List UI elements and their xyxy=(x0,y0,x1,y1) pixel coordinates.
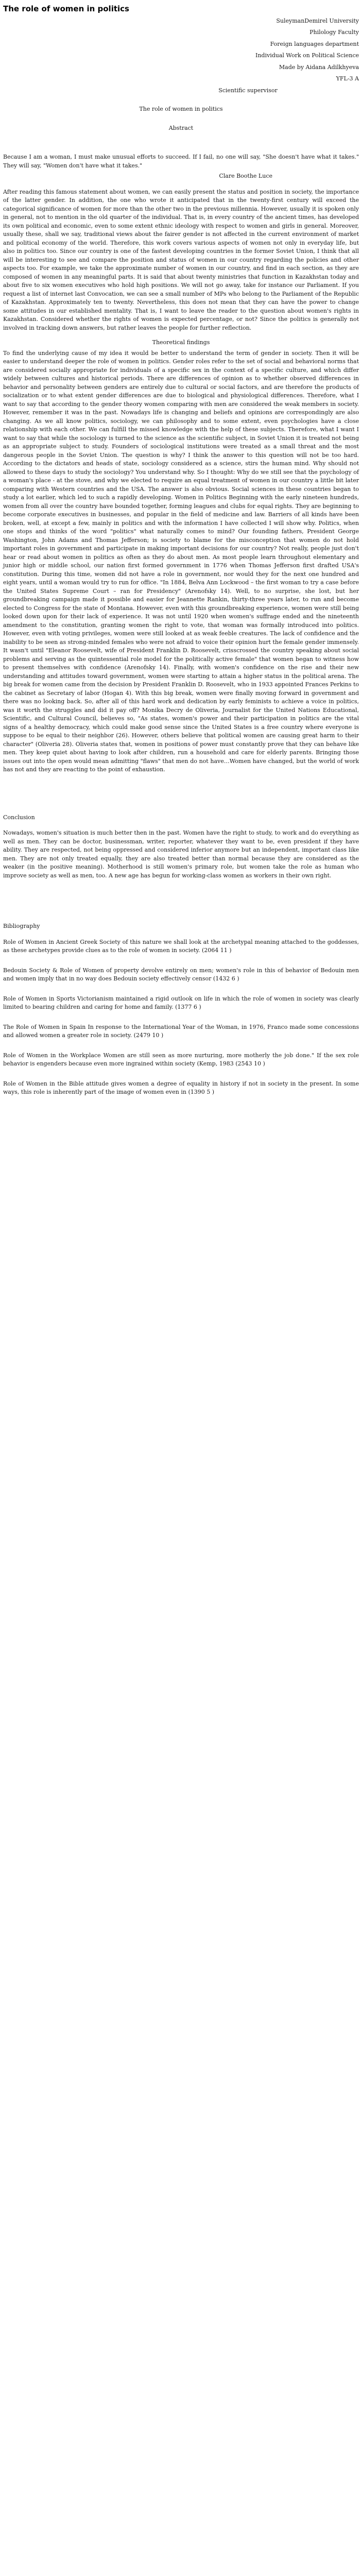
bibliography-heading: Bibliography xyxy=(3,923,40,929)
conclusion-heading: Conclusion xyxy=(3,814,35,821)
work-type-line: Individual Work on Political Science xyxy=(255,52,359,59)
department-line: Foreign languages department xyxy=(270,40,359,47)
theoretical-findings-heading: Theoretical findings xyxy=(152,339,210,346)
bibliography-item: Role of Women in the Bible attitude gives women a degree of equality in history if not in society in the present. In some ways, this role is inherently part of the image of women even in (1390 5 ) xyxy=(3,1080,359,1095)
bibliography-list xyxy=(3,938,359,1097)
document-title: The role of women in politics xyxy=(3,4,129,13)
conclusion-paragraph: Nowadays, women's situation is much better then in the past. Women have the right to study, to work and do everything as well as men. They can be doctor, businessman, writer, reporter, whatever they want to be, even president if they have ability. They are respected, not being oppressed and considered inferior anymore but an independent, important class like men. They are not only treated equally, they are also treated better than normal because they are considered as the weaker (in the positive meaning). Motherhood is still women's primary role, but women take the role as human who improve society as well as men, too. A new age has begun for working-class women as workers in their own right. xyxy=(3,829,359,879)
author-line: Made by Aidana Adilkhyeva xyxy=(279,63,359,71)
epigraph-author: Clare Boothe Luce xyxy=(219,173,272,179)
abstract-heading: Abstract xyxy=(168,124,194,131)
faculty-line: Philology Faculty xyxy=(310,29,359,36)
bibliography-item: Bedouin Society & Role of Women of property devolve entirely on men; women's role in this of behavior of Bedouin men and women imply that in no way does Bedouin society effectively censor (1432 6 ) xyxy=(3,967,359,982)
bibliography-item: The Role of Women in Spain In response to the International Year of the Woman, in 1976, Franco made some concessions and allowed women a greater role in society. (2479 10 ) xyxy=(3,1023,359,1039)
bibliography-item: Role of Women in Ancient Greek Society of this nature we shall look at the archetypal meaning attached to the goddesses, as these archetypes provide clues as to the role of women in society. (2064 11 ) xyxy=(3,938,359,954)
theoretical-findings-paragraph: To find the underlying cause of my idea it would be better to understand the term of gender in society. Then it will be easier to understand deeper the role of women in politics. Gender roles refer to the set of social and behavioral norms that are considered socially appropriate for individuals of a specific sex in the context of a specific culture, and which differ widely between cultures and historical periods. There are differences of opinion as to whether observed differences in behavior and personality between genders are entirely due to cultural or social factors, and are therefore the products of socialization or to what extent gender differences are due to biological and physiological differences. Therefore, what I want to say that according to the gender theory women comparing with men are considered the weak members in society. However, remember it was in the past. Nowadays life is changing and beliefs and opinions are correspondingly are also changing. As we all know politics, sociology, we can philosophy and to some extent, even psychologies have a close relationship with each other. We can fulfill the missed knowledge with the help of these subjects. Therefore, what I want I want to say that while the sociology is turned to the science as the scientific subject, in Soviet Union it is treated not being as an appropriate subject to study. Founders of sociological institutions were treated as a small threat and the most dangerous people in the Soviet Union. The question is why? I think the answer to this question will not be too hard. According to the dictators and heads of state, sociology considered as a science, stirs the human mind. Why should not allowed to these days to study the sociology? You understand why. So I thought: Why do we still see that the psychology of a woman's place - at the stove, and why we elected to require an equal treatment of women in our country a little bit later comparing with Western countries and the USA. The answer is also obvious. Social sciences in these countries began to study a lot earlier, which led to such a rapidly developing. Women in Politics Beginning with the early nineteen hundreds, women from all over the country have bounded together, forming leagues and clubs for equal rights. They are beginning to become corporate executives in businesses, and popular in the field of medicine and law. Barriers of all kinds have been broken, well, at except a few, mainly in politics and with the information I have collected I will show why. Politics, when one stops and thinks of the word "politics" what naturally comes to mind? Our founding fathers, President George Washington, John Adams and Thomas Jefferson; is society to blame for the misconception that women do not hold important roles in government and participate in making important decisions for our country? Not really, people just don't hear or read about women in politics as often as they do about men. As most people learn throughout elementary and junior high or middle school, our nation first formed government in 1776 when Thomas Jefferson first drafted USA's constitution. During this time, women did not have a role in government, nor would they for the next one hundred and eight years, until a woman would try to run for office. "In 1884, Belva Ann Lockwood – the first woman to try a case before the United States Supreme Court – ran for Presidency" (Arenofsky 14). Well, to no surprise, she lost, but her groundbreaking campaign made it possible and easier for Jeannette Rankin, thirty-three years later, to run and become elected to Congress for the state of Montana. However, even with this groundbreaking experience, women were still being looked down upon for their lack of experience. It was not until 1920 when women's suffrage ended and the nineteenth amendment to the constitution, granting women the right to vote, that woman was formally introduced into politics. However, even with voting privileges, women were still looked at as weak feeble creatures. The lack of confidence and the inability to be seen as strong-minded females who were not afraid to voice their opinion hurt the female gender immensely. It wasn't until "Eleanor Roosevelt, wife of President Franklin D. Roosevelt, crisscrossed the country speaking about social problems and serving as the quintessential role model for the politically active female" that women began to witness how to present themselves with confidence (Arenofsky 14). Finally, with women's confidence on the rise and their new understanding and attitudes toward government, women were starting to attain a higher status in the political arena. The big break for women came from the decision by President Franklin D. Roosevelt, who in 1933 appointed Frances Perkins to the cabinet as Secretary of labor (Hogan 4). With this big break, women were finally moving forward in government and there was no looking back. So, after all of this hard work and dedication by early feminists to achieve a voice in politics, was it worth the struggles and did it pay off? Monika Decry de Oliveria, Journalist for the United Nations Educational, Scientific, and Cultural Council, believes so, "As states, women's power and their participation in politics are the vital signs of a healthy democracy, which could make good sense since the United States is a free country where everyone is suppose to be equal to their neighbor (26). However, others believe that political women are causing great harm to their character" (Oliveria 28). Oliveria states that, women in positions of power must constantly prove that they can behave like men. They keep quiet about having to look after children, run a household and care for elderly parents. Bringing those issues out into the open would mean admitting "flaws" that men do not have…Women have changed, but the world of work has not and they are reacting to the point of exhaustion. xyxy=(3,349,359,773)
university-line: SuleymanDemirel University xyxy=(276,17,359,24)
header-block xyxy=(3,17,359,95)
epigraph-quote: Because I am a woman, I must make unusual efforts to succeed. If I fail, no one will say, "She doesn't have what it takes." They will say, "Women don't have what it takes." xyxy=(3,154,359,169)
bibliography-item: Role of Women in the Workplace Women are still seen as more nurturing, more motherly the job done." If the sex role behavior is engenders because even more ingrained within society (Kemp, 1983 (2543 10 ) xyxy=(3,1052,359,1067)
spacer xyxy=(3,886,359,907)
group-line: YFL-3 A xyxy=(336,75,359,82)
intro-paragraph: After reading this famous statement about women, we can easily present the status and position in society, the importance of the latter gender. In addition, the one who wrote it anticipated that in the twenty-first century will exceed the categorical significance of women for more than the other two in the previous millennia. However, usually it is spoken only in general, not to mention in the old quarter of the individual. That is, in every country of the ancient times, has developed its own political and economic, even to some extent ethnic ideology with respect to women and girls in general. Moreover, usually these, shall we say, traditional views about the fairer gender is not affected in the current environment of market and political economy of the world. Therefore, this work covers various aspects of women not only in everyday life, but also in politics too. Since our country is one of the fastest developing countries in the former Soviet Union, I think that all will be interesting to see and compare the position and status of women in our country regarding the policies and other aspects too. For example, we take the approximate number of women in our country, and find in each section, as they are composed of women in any meaningful parts. It is said that about twenty ministries that function in Kazakhstan today and about five to six women executives who hold high positions. We will not go away, take for instance our Parliament. If you request a list of internet last Convocation, we can see a small number of MPs who belong to the Parliament of the Republic of Kazakhstan. Approximately ten to twenty. Nevertheless, this does not mean that they can have the power to change some attitudes in our established mentality. That is, I want to leave the reader to the question about women's rights in Kazakhstan. Considered whether the rights of women is expected percentage, or not? Since the politics is generally not involved in tracking down answers, but rather leaves the people for further reflection. xyxy=(3,188,359,331)
document-page xyxy=(0,0,361,1121)
supervisor-line: Scientific supervisor xyxy=(218,87,278,94)
spacer xyxy=(3,781,359,801)
subtitle: The role of women in politics xyxy=(139,106,223,112)
bibliography-item: Role of Women in Sports Victorianism maintained a rigid outlook on life in which the role of women in society was clearly limited to bearing children and caring for home and family. (1377 6 ) xyxy=(3,995,359,1010)
